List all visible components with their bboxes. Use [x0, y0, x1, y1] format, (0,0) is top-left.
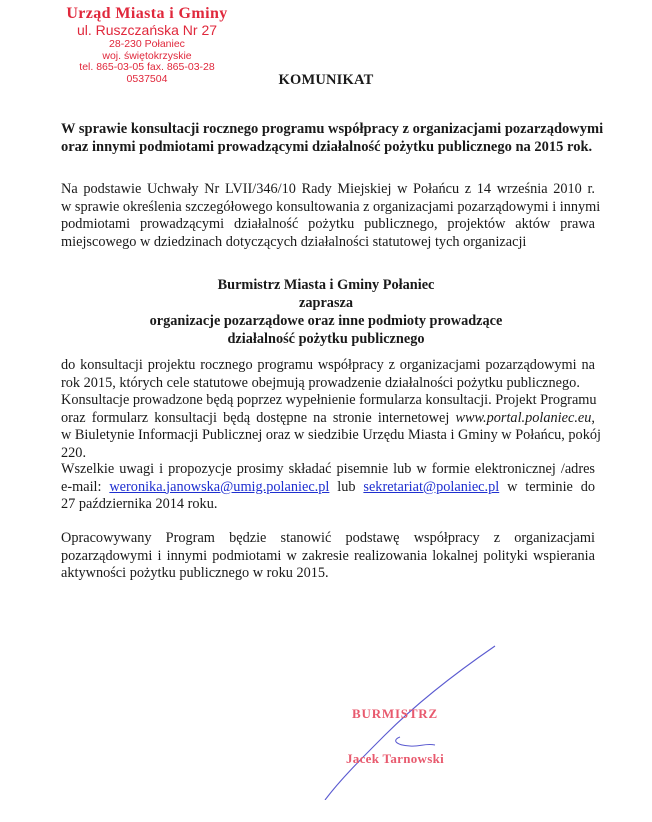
- stamp-region: woj. świętokrzyskie: [102, 49, 192, 62]
- stamp-regon: 0537504: [126, 72, 168, 85]
- line-text: oraz formularz konsultacji będą dostępne na stronie internetowej: [61, 409, 450, 426]
- paragraph-line: rok 2015, których cele statutowe obejmują prowadzenie działalności pożytku publicznego.: [61, 374, 580, 391]
- paragraph-line: [61, 410, 595, 428]
- paragraph-line: [61, 479, 595, 497]
- invitation-line: działalność pożytku publicznego: [227, 331, 425, 347]
- document-title: KOMUNIKAT: [278, 72, 374, 88]
- paragraph-line: aktywności pożytku publicznego w roku 2015.: [61, 565, 329, 581]
- invitation-line: Burmistrz Miasta i Gminy Połaniec: [217, 277, 435, 293]
- document-subject: [61, 120, 604, 156]
- legal-basis-paragraph: [61, 181, 601, 251]
- paragraph-line: podmiotami prowadzącymi działalność pożytku publicznego, projektów aktów prawa: [61, 216, 595, 232]
- line-text: lub: [337, 478, 356, 495]
- line-text: e-mail:: [61, 478, 102, 495]
- paragraph-line: Na podstawie Uchwały Nr LVII/346/10 Rady Miejskiej w Połańcu z 14 września 2010 r.: [61, 181, 595, 197]
- stamp-office-name: Urząd Miasta i Gminy: [66, 5, 228, 22]
- program-paragraph: [61, 530, 595, 583]
- paragraph-line: Wszelkie uwagi i propozycje prosimy składać pisemnie lub w formie elektronicznej /adres: [61, 461, 595, 477]
- paragraph-line: w Biuletynie Informacji Publicznej oraz w siedzibie Urzędu Miasta i Gminy w Połańcu, pokój: [61, 427, 601, 443]
- paragraph-line: do konsultacji projektu rocznego programu współpracy z organizacjami pozarządowymi na: [61, 357, 595, 373]
- stamp-street: ul. Ruszczańska Nr 27: [76, 22, 218, 38]
- subject-line: oraz innymi podmiotami prowadzącymi działalność pożytku publicznego na 2015 rok.: [61, 139, 593, 155]
- stamp-phone: tel. 865-03-05 fax. 865-03-28: [79, 61, 215, 73]
- line-text: w terminie do: [507, 478, 596, 495]
- paragraph-line: pozarządowymi i innymi podmiotami w zakresie realizowania lokalnej polityki wspierania: [61, 547, 595, 564]
- invitation-line: organizacje pozarządowe oraz inne podmioty prowadzące: [149, 313, 503, 329]
- email-link-sekretariat[interactable]: sekretariat@polaniec.pl: [363, 478, 500, 495]
- subject-line: W sprawie konsultacji rocznego programu współpracy z organizacjami pozarządowymi: [61, 121, 604, 137]
- contact-paragraph: [61, 461, 595, 514]
- paragraph-line: miejscowego w dziedzinach dotyczących działalności statutowej tych organizacji: [61, 233, 527, 250]
- line-text: ,: [591, 409, 595, 426]
- signature-role-stamp: BURMISTRZ: [352, 706, 438, 721]
- consultation-paragraph: [61, 357, 601, 462]
- paragraph-line: Opracowywany Program będzie stanowić podstawę współpracy z organizacjami: [61, 530, 595, 546]
- paragraph-line: Konsultacje prowadzone będą poprzez wypełnienie formularza konsultacji. Projekt Programu: [61, 392, 597, 408]
- invitation-line: zaprasza: [299, 295, 353, 311]
- paragraph-line: 27 października 2014 roku.: [61, 496, 218, 512]
- email-link-weronika[interactable]: weronika.janowska@umig.polaniec.pl: [109, 478, 330, 495]
- paragraph-line: w sprawie określenia szczegółowego konsultowania z organizacjami pozarządowymi i innymi: [61, 198, 601, 215]
- invitation-block: [0, 276, 652, 348]
- stamp-postal: 28-230 Połaniec: [109, 38, 185, 50]
- paragraph-line: 220.: [61, 444, 87, 461]
- portal-url-link[interactable]: www.portal.polaniec.eu: [455, 409, 592, 426]
- signature-name-stamp: Jacek Tarnowski: [345, 751, 445, 766]
